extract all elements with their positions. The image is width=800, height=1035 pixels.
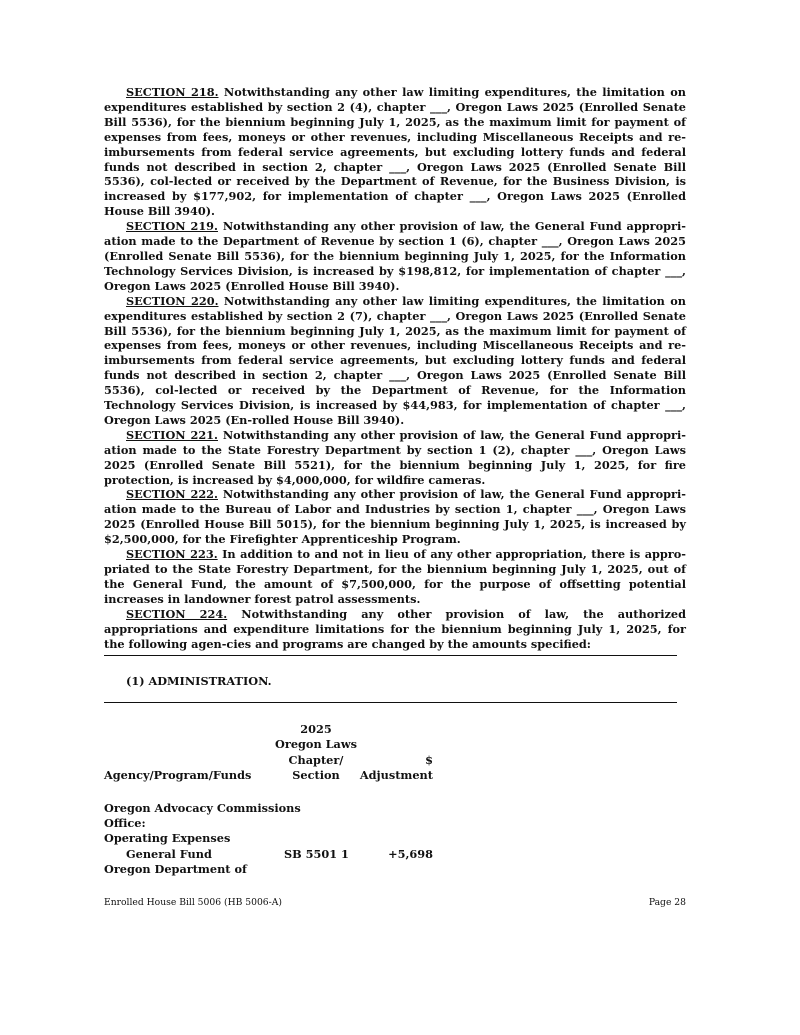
row-label: Office: [104,816,146,831]
section-text: Notwithstanding any other provision of law, the General Fund appropri-ation made to the State Forestry Department by section 1 (2), chapter ___, Oregon Laws 2025 (Enrolled Senate Bill 5521), for the biennium beginning July 1, 2025, for fire protection, is increased by $4,000,000, for wildfire cameras. [104,427,686,487]
header-line: Section [292,767,340,782]
table-row [104,816,686,831]
row-label: Oregon Advocacy Commissions [104,801,301,815]
table-row [104,847,686,862]
header-agency: Agency/Program/Funds [104,767,252,782]
section-heading: SECTION 218. [126,85,219,99]
row-label: General Fund [126,846,212,861]
section-text: Notwithstanding any other law limiting expenditures, the limitation on expenditures established by section 2 (7), chapter ___, Oregon Laws 2025 (Enrolled Senate Bill 5536), for the biennium beginning July 1, 2025, as the maximum limit for payment of expenses from fees, moneys or other revenues, including Miscellaneous Receipts and re-imbursements from federal service agreements, but excluding lottery funds and federal funds not described in section 2, chapter ___, Oregon Laws 2025 (Enrolled Senate Bill 5536), col-lected or received by the Department of Revenue, for the Information Technology Services Division, is increased by $44,983, for implementation of chapter ___, Oregon Laws 2025 (En-rolled House Bill 3940). [104,293,686,427]
row-label: Oregon Department of [104,861,247,876]
divider [104,655,677,656]
section-text: Notwithstanding any other law limiting expenditures, the limitation on expenditures established by section 2 (4), chapter ___, Oregon Laws 2025 (Enrolled Senate Bill 5536), for the biennium beginning July 1, 2025, as the maximum limit for payment of expenses from fees, moneys or other revenues, including Miscellaneous Receipts and re-imbursements from federal service agreements, but excluding lottery funds and federal funds not described in section 2, chapter ___, Oregon Laws 2025 (Enrolled Senate Bill 5536), col-lected or received by the Department of Revenue, for the Business Division, is increased by $177,902, for implementation of chapter ___, Oregon Laws 2025 (Enrolled House Bill 3940). [104,85,686,219]
section-224 [104,607,686,652]
header-law-section [274,722,358,783]
divider [104,702,677,703]
footer-bill-name: Enrolled House Bill 5006 (HB 5006-A) [104,897,282,908]
part-title: (1) ADMINISTRATION. [126,674,272,688]
row-amount: +5,698 [388,846,433,861]
section-heading: SECTION 223. [126,547,218,562]
section-218 [104,85,686,219]
section-text: Notwithstanding any other provision of law, the General Fund appropri-ation made to the Bureau of Labor and Industries by section 1, chapter ___, Oregon Laws 2025 (Enrolled House Bill 5015), for the biennium beginning July 1, 2025, is increased by $2,500,000, for the Firefighter Apprenticeship Program. [104,487,686,547]
section-text: In addition to and not in lieu of any other appropriation, there is appro-priated to the State Forestry Department, for the biennium beginning July 1, 2025, out of the General Fund, the amount of $7,500,000, for the purpose of offsetting potential increases in landowner forest patrol assessments. [104,547,686,606]
row-label: Operating Expenses [104,831,231,846]
table-row [104,801,686,816]
table-row [104,831,686,846]
header-adjustment [358,753,433,783]
section-heading: SECTION 222. [126,487,218,502]
section-text: Notwithstanding any other provision of law, the General Fund appropri-ation made to the Department of Revenue by section 1 (6), chapter ___, Oregon Laws 2025 (Enrolled Senate Bill 5536), for the biennium beginning July 1, 2025, for the Information Technology Services Division, is increased by $198,812, for implementation of chapter ___, Oregon Laws 2025 (Enrolled House Bill 3940). [104,219,686,293]
section-219 [104,219,686,294]
section-text: Notwithstanding any other provision of law, the authorized appropriations and expenditure limitations for the biennium beginning July 1, 2025, for the following agen-cies and programs are changed by the amounts specified: [104,606,686,651]
table-rows [104,801,686,877]
header-line: 2025 [300,722,332,737]
header-line: Adjustment [359,767,433,782]
section-222 [104,487,686,547]
footer-page-number: Page 28 [648,897,686,908]
section-heading: SECTION 224. [126,606,228,621]
document-page [104,85,686,876]
header-line: $ [425,752,433,767]
sections-body [104,85,686,651]
header-line: Oregon Laws [275,737,357,752]
section-heading: SECTION 220. [126,293,219,308]
section-223 [104,547,686,607]
section-heading: SECTION 219. [126,219,218,234]
header-line: Chapter/ [288,752,344,767]
section-220 [104,294,686,428]
row-section: SB 5501 1 [284,846,349,861]
table-row [104,862,686,877]
section-heading: SECTION 221. [126,427,218,442]
table-header [104,721,686,783]
adjustment-table [104,721,686,877]
section-221 [104,428,686,488]
